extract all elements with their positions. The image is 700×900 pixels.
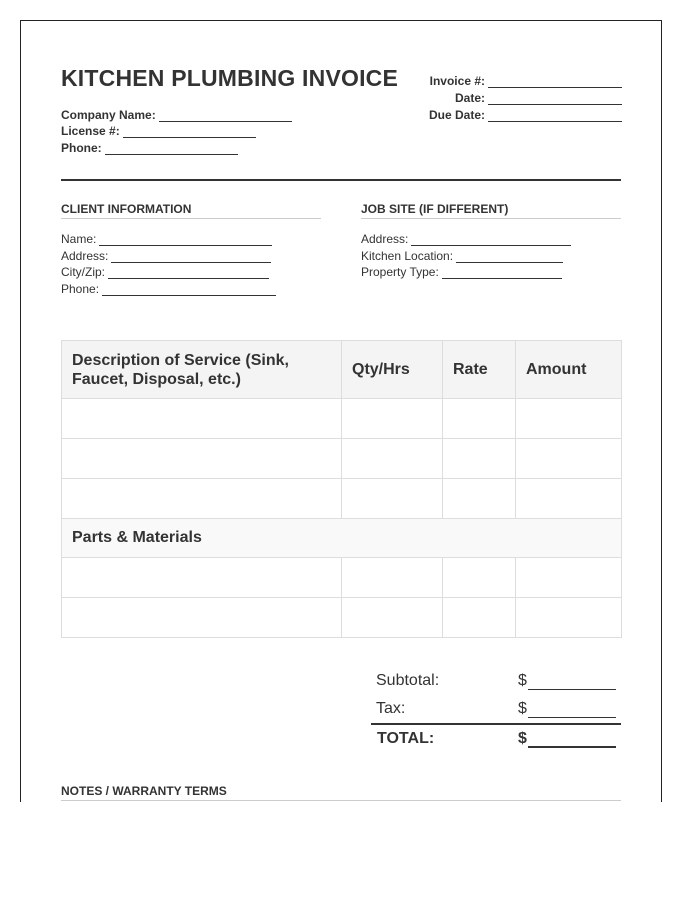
due-date-blank[interactable] [488, 111, 622, 122]
table-header-row [62, 341, 622, 399]
amount-cell[interactable] [516, 479, 622, 519]
client-address-label: Address: [61, 249, 109, 263]
property-type-label: Property Type: [361, 265, 439, 279]
table-row [62, 479, 622, 519]
tax-label: Tax: [376, 700, 406, 717]
client-phone-label: Phone: [61, 282, 100, 296]
job-address-blank[interactable] [411, 235, 571, 246]
description-header: Description of Service (Sink, Faucet, Disposal, etc.) [62, 341, 342, 399]
job-site-heading: JOB SITE (IF DIFFERENT) [361, 202, 509, 216]
company-name-label: Company Name: [61, 108, 156, 122]
header-divider [61, 179, 621, 181]
company-phone-blank[interactable] [105, 144, 238, 155]
job-site-rule [361, 218, 621, 219]
total-label: TOTAL: [377, 730, 435, 747]
rate-cell[interactable] [443, 479, 516, 519]
rate-cell[interactable] [443, 399, 516, 439]
subtotal-value[interactable] [518, 672, 616, 690]
description-cell[interactable] [62, 439, 342, 479]
rate-header: Rate [443, 341, 516, 399]
license-field[interactable] [61, 124, 256, 138]
description-cell[interactable] [62, 598, 342, 638]
description-cell[interactable] [62, 479, 342, 519]
tax-value[interactable] [518, 700, 616, 718]
client-info-heading: CLIENT INFORMATION [61, 202, 192, 216]
kitchen-location-label: Kitchen Location: [361, 249, 454, 263]
client-name-label: Name: [61, 232, 97, 246]
table-row [62, 399, 622, 439]
invoice-date-field[interactable] [429, 91, 622, 105]
kitchen-location-field[interactable] [361, 249, 563, 263]
client-cityzip-blank[interactable] [108, 268, 269, 279]
subtotal-currency: $ [518, 672, 527, 689]
qty-header: Qty/Hrs [342, 341, 443, 399]
amount-cell[interactable] [516, 399, 622, 439]
invoice-page [20, 20, 662, 802]
license-label: License #: [61, 124, 120, 138]
qty-cell[interactable] [342, 598, 443, 638]
subtotal-blank[interactable] [528, 676, 616, 690]
company-name-field[interactable] [61, 108, 292, 122]
license-blank[interactable] [123, 127, 256, 138]
property-type-field[interactable] [361, 265, 562, 279]
total-blank[interactable] [528, 734, 616, 748]
client-cityzip-field[interactable] [61, 265, 269, 279]
due-date-label: Due Date: [429, 108, 486, 122]
invoice-number-blank[interactable] [488, 77, 622, 88]
amount-cell[interactable] [516, 598, 622, 638]
services-table [61, 340, 622, 638]
company-name-blank[interactable] [159, 111, 292, 122]
table-row [62, 439, 622, 479]
invoice-title: KITCHEN PLUMBING INVOICE [61, 65, 399, 91]
kitchen-location-blank[interactable] [456, 252, 563, 263]
property-type-blank[interactable] [442, 268, 562, 279]
rate-cell[interactable] [443, 598, 516, 638]
tax-blank[interactable] [528, 704, 616, 718]
invoice-number-label: Invoice #: [429, 74, 485, 88]
qty-cell[interactable] [342, 439, 443, 479]
total-currency: $ [518, 730, 527, 747]
parts-materials-heading: Parts & Materials [62, 519, 622, 558]
table-row [62, 598, 622, 638]
client-address-field[interactable] [61, 249, 271, 263]
notes-rule [61, 800, 621, 801]
amount-header: Amount [516, 341, 622, 399]
company-phone-field[interactable] [61, 141, 238, 155]
amount-cell[interactable] [516, 439, 622, 479]
tax-currency: $ [518, 700, 527, 717]
job-address-field[interactable] [361, 232, 571, 246]
subtotal-label: Subtotal: [376, 672, 440, 689]
client-phone-field[interactable] [61, 282, 276, 296]
due-date-field[interactable] [429, 108, 622, 122]
total-divider [371, 723, 621, 725]
invoice-date-label: Date: [454, 91, 485, 105]
description-cell[interactable] [62, 399, 342, 439]
total-value[interactable] [518, 730, 616, 748]
client-name-field[interactable] [61, 232, 272, 246]
client-cityzip-label: City/Zip: [61, 265, 106, 279]
notes-heading: NOTES / WARRANTY TERMS [61, 784, 227, 798]
rate-cell[interactable] [443, 558, 516, 598]
amount-cell[interactable] [516, 558, 622, 598]
job-address-label: Address: [361, 232, 409, 246]
qty-cell[interactable] [342, 558, 443, 598]
invoice-date-blank[interactable] [488, 94, 622, 105]
qty-cell[interactable] [342, 479, 443, 519]
client-phone-blank[interactable] [102, 285, 276, 296]
company-phone-label: Phone: [61, 141, 102, 155]
invoice-number-field[interactable] [429, 74, 622, 88]
rate-cell[interactable] [443, 439, 516, 479]
client-address-blank[interactable] [111, 252, 271, 263]
client-name-blank[interactable] [99, 235, 272, 246]
description-cell[interactable] [62, 558, 342, 598]
parts-materials-row [62, 519, 622, 558]
client-info-rule [61, 218, 321, 219]
qty-cell[interactable] [342, 399, 443, 439]
table-row [62, 558, 622, 598]
